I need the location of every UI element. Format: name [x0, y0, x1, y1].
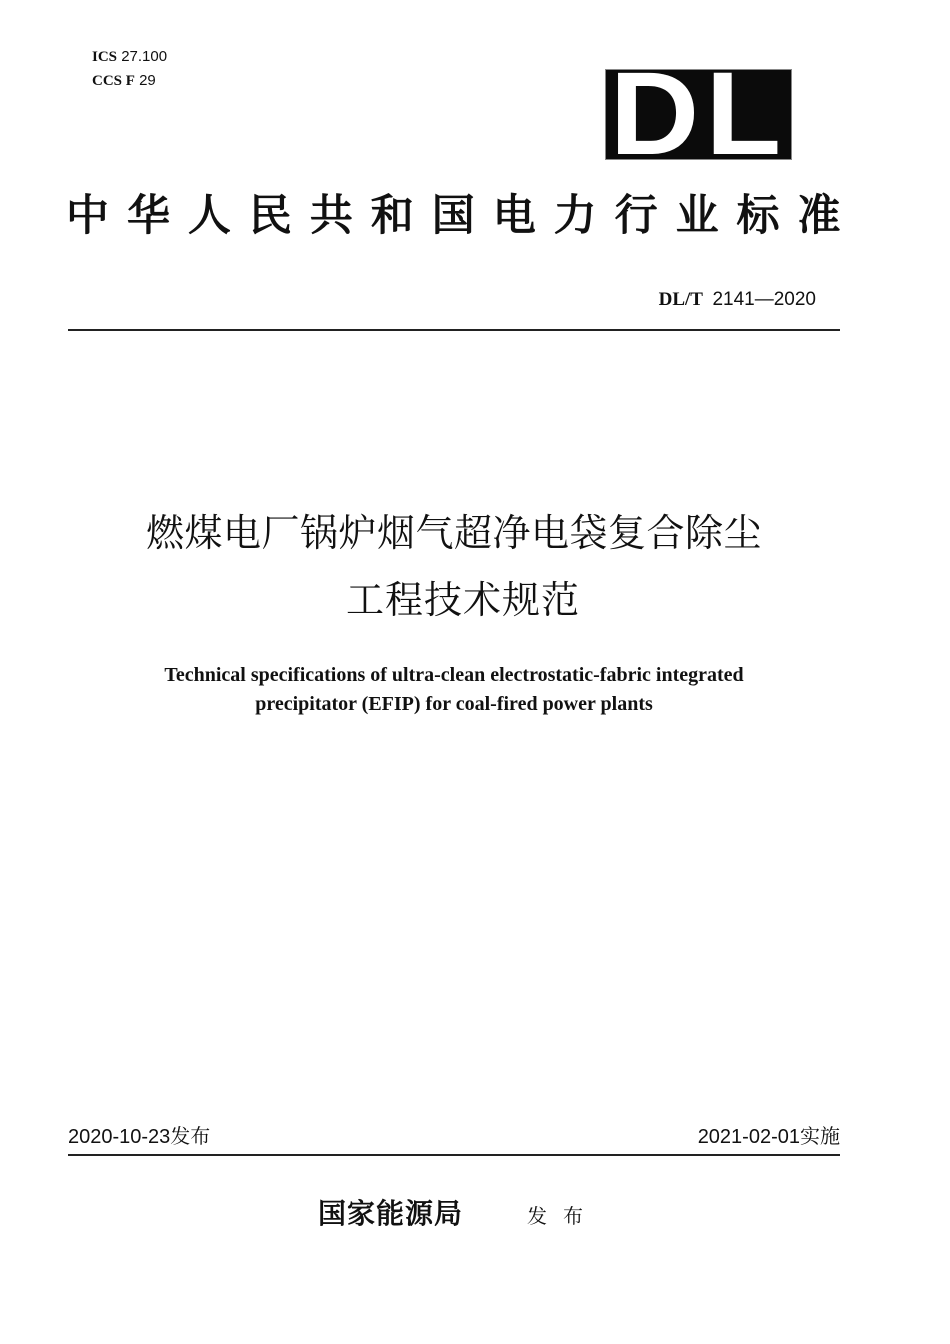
- dl-logo-text: DL: [609, 69, 788, 160]
- implementation-date: 2021-02-01实施: [697, 1126, 840, 1148]
- issue-date: 2020-10-23发布: [68, 1126, 211, 1148]
- ics-value: 27.100: [121, 48, 168, 65]
- classification-codes: [92, 45, 167, 93]
- standard-code-number: 2141—2020: [712, 289, 816, 310]
- document-title-cn-line1: 燃煤电厂锅炉烟气超净电袋复合除尘: [145, 511, 762, 555]
- standard-code-prefix: DL/T: [658, 289, 703, 310]
- ccs-label: CCS F: [92, 73, 135, 89]
- header-divider: [68, 329, 840, 331]
- issue-verb: 发布: [527, 1204, 599, 1228]
- footer-divider: [68, 1154, 840, 1156]
- document-title-en-line1: Technical specifications of ultra-clean electrostatic-fabric integrated: [164, 664, 744, 686]
- standard-category-title: 中华人民共和国电力行业标准: [66, 191, 842, 241]
- standard-number: [659, 288, 816, 312]
- issuing-authority: 国家能源局: [318, 1197, 464, 1230]
- document-title-en-line2: precipitator (EFIP) for coal-fired power plants: [255, 693, 653, 715]
- document-title-cn-line2: 工程技术规范: [345, 578, 580, 622]
- ics-label: ICS: [92, 49, 118, 65]
- dl-logo: [605, 69, 792, 160]
- ics-code: [92, 45, 167, 69]
- ccs-value: 29: [139, 72, 156, 89]
- ccs-code: [92, 69, 167, 93]
